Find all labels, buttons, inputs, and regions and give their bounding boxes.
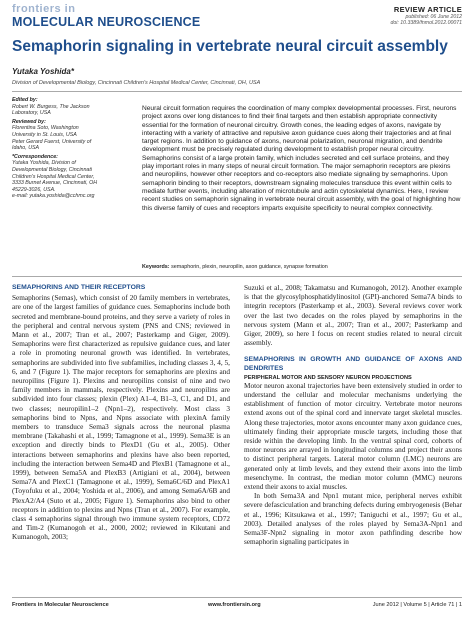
correspondence-heading: *Correspondence: [12, 153, 58, 160]
correspondence-line: 45229-3026, USA. [12, 186, 56, 193]
body-paragraph: Motor neuron axonal trajectories have been extensively studied in order to understand the cellular and molecular mechanisms underlying the establishment of function of motor circuitry. Vertebrate motor neurons extend axons out of the spinal cord and innervate target skeletal muscles. Along these trajectories, motor axons encounter many axon guidance cues, ultimately finding their appropriate muscle targets, including those that reside within the developing limb. In the ventral spinal cord, cohorts of motor neurons are arrayed in longitudinal columns and project their axons to distinct peripheral targets. Lateral motor column (LMC) neurons are generated only at limb levels, and they extend their axons into the limb mesenchyme. In contrast, the median motor column (MMC) neurons extend their axons to axial muscles. [244, 381, 462, 492]
keywords [142, 264, 462, 270]
footer-divider [12, 597, 462, 598]
correspondence-line: Yutaka Yoshida, Division of [12, 160, 76, 167]
correspondence-line: Children's Hospital Medical Center, [12, 173, 95, 180]
footer-website-link[interactable]: www.frontiersin.org [208, 602, 261, 608]
body-column-left [12, 284, 230, 543]
reviewer-line: Idaho, USA [12, 145, 40, 152]
divider [12, 91, 462, 92]
reviewer-line: Florentina Soto, Washington [12, 125, 79, 132]
abstract: Neural circuit formation requires the coordination of many complex developmental processes. First, neurons project axons over long distances to find their final targets and then establish appropriate connectivity essential for the formation of neuronal circuitry. Growth cones, the leading edges of axons, navigate by interacting with a variety of attractive and repulsive axon guidance cues along their trajectories and at final target regions. In addition to guidance of axons, neuronal polarization, neuronal migration, and dendrite development must be precisely regulated during development to establish proper neural circuitry. Semaphorins consist of a large protein family, which includes secreted and cell surface proteins, and they play important roles in many steps of neural circuit formation. The major semaphorin receptors are plexins and neuropilins, however other receptors and co-receptors also mediate signaling by semaphorins. Upon semaphorin binding to their receptors, downstream signaling molecules transduce this event within cells to mediate further events, including alteration of microtubule and actin cytoskeletal dynamics. Here, I review recent studies on semaphorin signaling in vertebrate neural circuit assembly, with the goal of highlighting how this diverse family of cues and receptors imparts exquisite specificity to neural complex connectivity. [142, 105, 461, 212]
journal-name: MOLECULAR NEUROSCIENCE [12, 15, 201, 29]
edited-by-heading: Edited by: [12, 97, 38, 103]
doi: doi: 10.3389/fnmol.2012.00071 [390, 20, 462, 27]
editor-line: Laboratory, USA [12, 110, 51, 117]
editorial-sidebar [12, 97, 122, 202]
keywords-text: semaphorin, plexin, neuropilin, axon guidance, synapse formation [171, 264, 328, 270]
published-date: published: 06 June 2012 [405, 14, 462, 20]
author: Yutaka Yoshida* [12, 67, 74, 76]
masthead [12, 4, 312, 29]
article-meta [312, 5, 462, 27]
correspondence-email[interactable]: e-mail: yutaka.yoshida@cchmc.org [12, 193, 95, 200]
body-paragraph: Suzuki et al., 2008; Takamatsu and Kumanogoh, 2012). Another example is that the glycosylphosphatidylinositol (GPI)-anchored Sema7A binds to integrin receptors (Pasterkamp et al., 2003). Several reviews cover work over the last two decades on the roles played by semaphorins in the nervous system (Mann et al., 2007; Tran et al., 2007; Pasterkamp and Giger, 2009), so here I focus on recent studies related to neural circuit assembly. [244, 284, 462, 348]
affiliation: Division of Developmental Biology, Cincinnati Children's Hospital Medical Center, Cincinnati, OH, USA [12, 80, 261, 86]
correspondence-line: Developmental Biology, Cincinnati [12, 166, 92, 173]
journal-logo: frontiers in [12, 3, 76, 15]
editor-line: Robert W. Burgess, The Jackson [12, 103, 90, 110]
reviewer-line: Peter Gerard Fuerst, University of [12, 138, 92, 145]
correspondence-line: 3333 Burnet Avenue, Cincinnati, OH [12, 180, 98, 187]
reviewed-by-heading: Reviewed by: [12, 118, 46, 125]
article-type: REVIEW ARTICLE [393, 5, 462, 14]
divider [12, 276, 462, 277]
footer-issue: June 2012 | Volume 5 | Article 71 | 1 [372, 602, 462, 608]
section-heading: SEMAPHORINS AND THEIR RECEPTORS [12, 284, 146, 291]
reviewer-line: University in St. Louis, USA [12, 131, 77, 138]
keywords-label: Keywords: [142, 264, 170, 270]
section-heading: SEMAPHORINS IN GROWTH AND GUIDANCE OF AXONS AND DENDRITES [244, 356, 462, 372]
body-paragraph: In both Sema3A and Npn1 mutant mice, peripheral nerves exhibit severe defasciculation and branching defects during embryogenesis (Behar et al., 1996; Kitsukawa et al., 1997; Taniguchi et al., 1997; Gu et al., 2003). Detailed analyses of the roles played by Sema3A-Npn1 and Sema3F-Npn2 signaling in motor axon pathfinding describe how semaphorin signaling participates in [244, 492, 462, 547]
subsection-heading: PERIPHERAL MOTOR AND SENSORY NEURON PROJECTIONS [244, 374, 412, 381]
body-paragraph: Semaphorins (Semas), which consist of 20 family members in vertebrates, are one of the largest families of guidance cues. Semaphorins include both secreted and membrane-bound proteins, and they serve a variety of roles in the peripheral and central nervous system (PNS and CNS; reviewed in Mann et al., 2007; Tran et al., 2007; Pasterkamp and Giger, 2009). Semaphorins were first characterized as repulsive guidance cues, and later a role in promoting neuronal growth was identified. In vertebrates, semaphorins are subdivided into five subfamilies, including classes 3, 4, 5, 6, and 7 (Figure 1). The major receptors for semaphorins are plexins and neuropilins (Figure 1). Plexins and neuropilins consist of nine and two family members in mammals, respectively. Plexins and neuropilins are subdivided into four classes; plexin (Plex) A1–4, B1–3, C1, and D1, and two classes; neuropilin1–2 (Npn1–2), respectively. Most class 3 semaphorins bind to Npns, and Npns associate with plexinA family members to transduce Sema3 signals across the neuronal plasma membrane (Takahashi et al., 1999; Tamagnone et al., 1999). Sema3E is an exception and directly binds to PlexD1 (Gu et al., 2005). Other interactions between semaphorins and plexins have also been reported, including the interaction between Sema4D and PlexB1 (Tamagnone et al., 1999), between Sema5A and PlexB3 (Artigiani et al., 2004), between Sema7A and PlexC1 (Tamagnone et al., 1999), Sema6C/6D and PlexA1 (Toyofuku et al., 2004; Yoshida et al., 2006), and among Sema6A/6B and PlexA2/A4 (Suto et al., 2005; Figure 1). Semaphorins also bind to other receptors in addition to plexins and Npns (Tran et al., 2007). For example, class 4 semaphorins signal through two immune system receptors, CD72 and Tim-2 (Kumanogoh et al., 2000, 2002; reviewed in Kikutani and Kumanogoh, 2003; [12, 294, 230, 542]
footer-journal: Frontiers in Molecular Neuroscience [12, 602, 109, 608]
body-column-right [244, 284, 462, 547]
article-title: Semaphorin signaling in vertebrate neural circuit assembly [12, 38, 448, 55]
